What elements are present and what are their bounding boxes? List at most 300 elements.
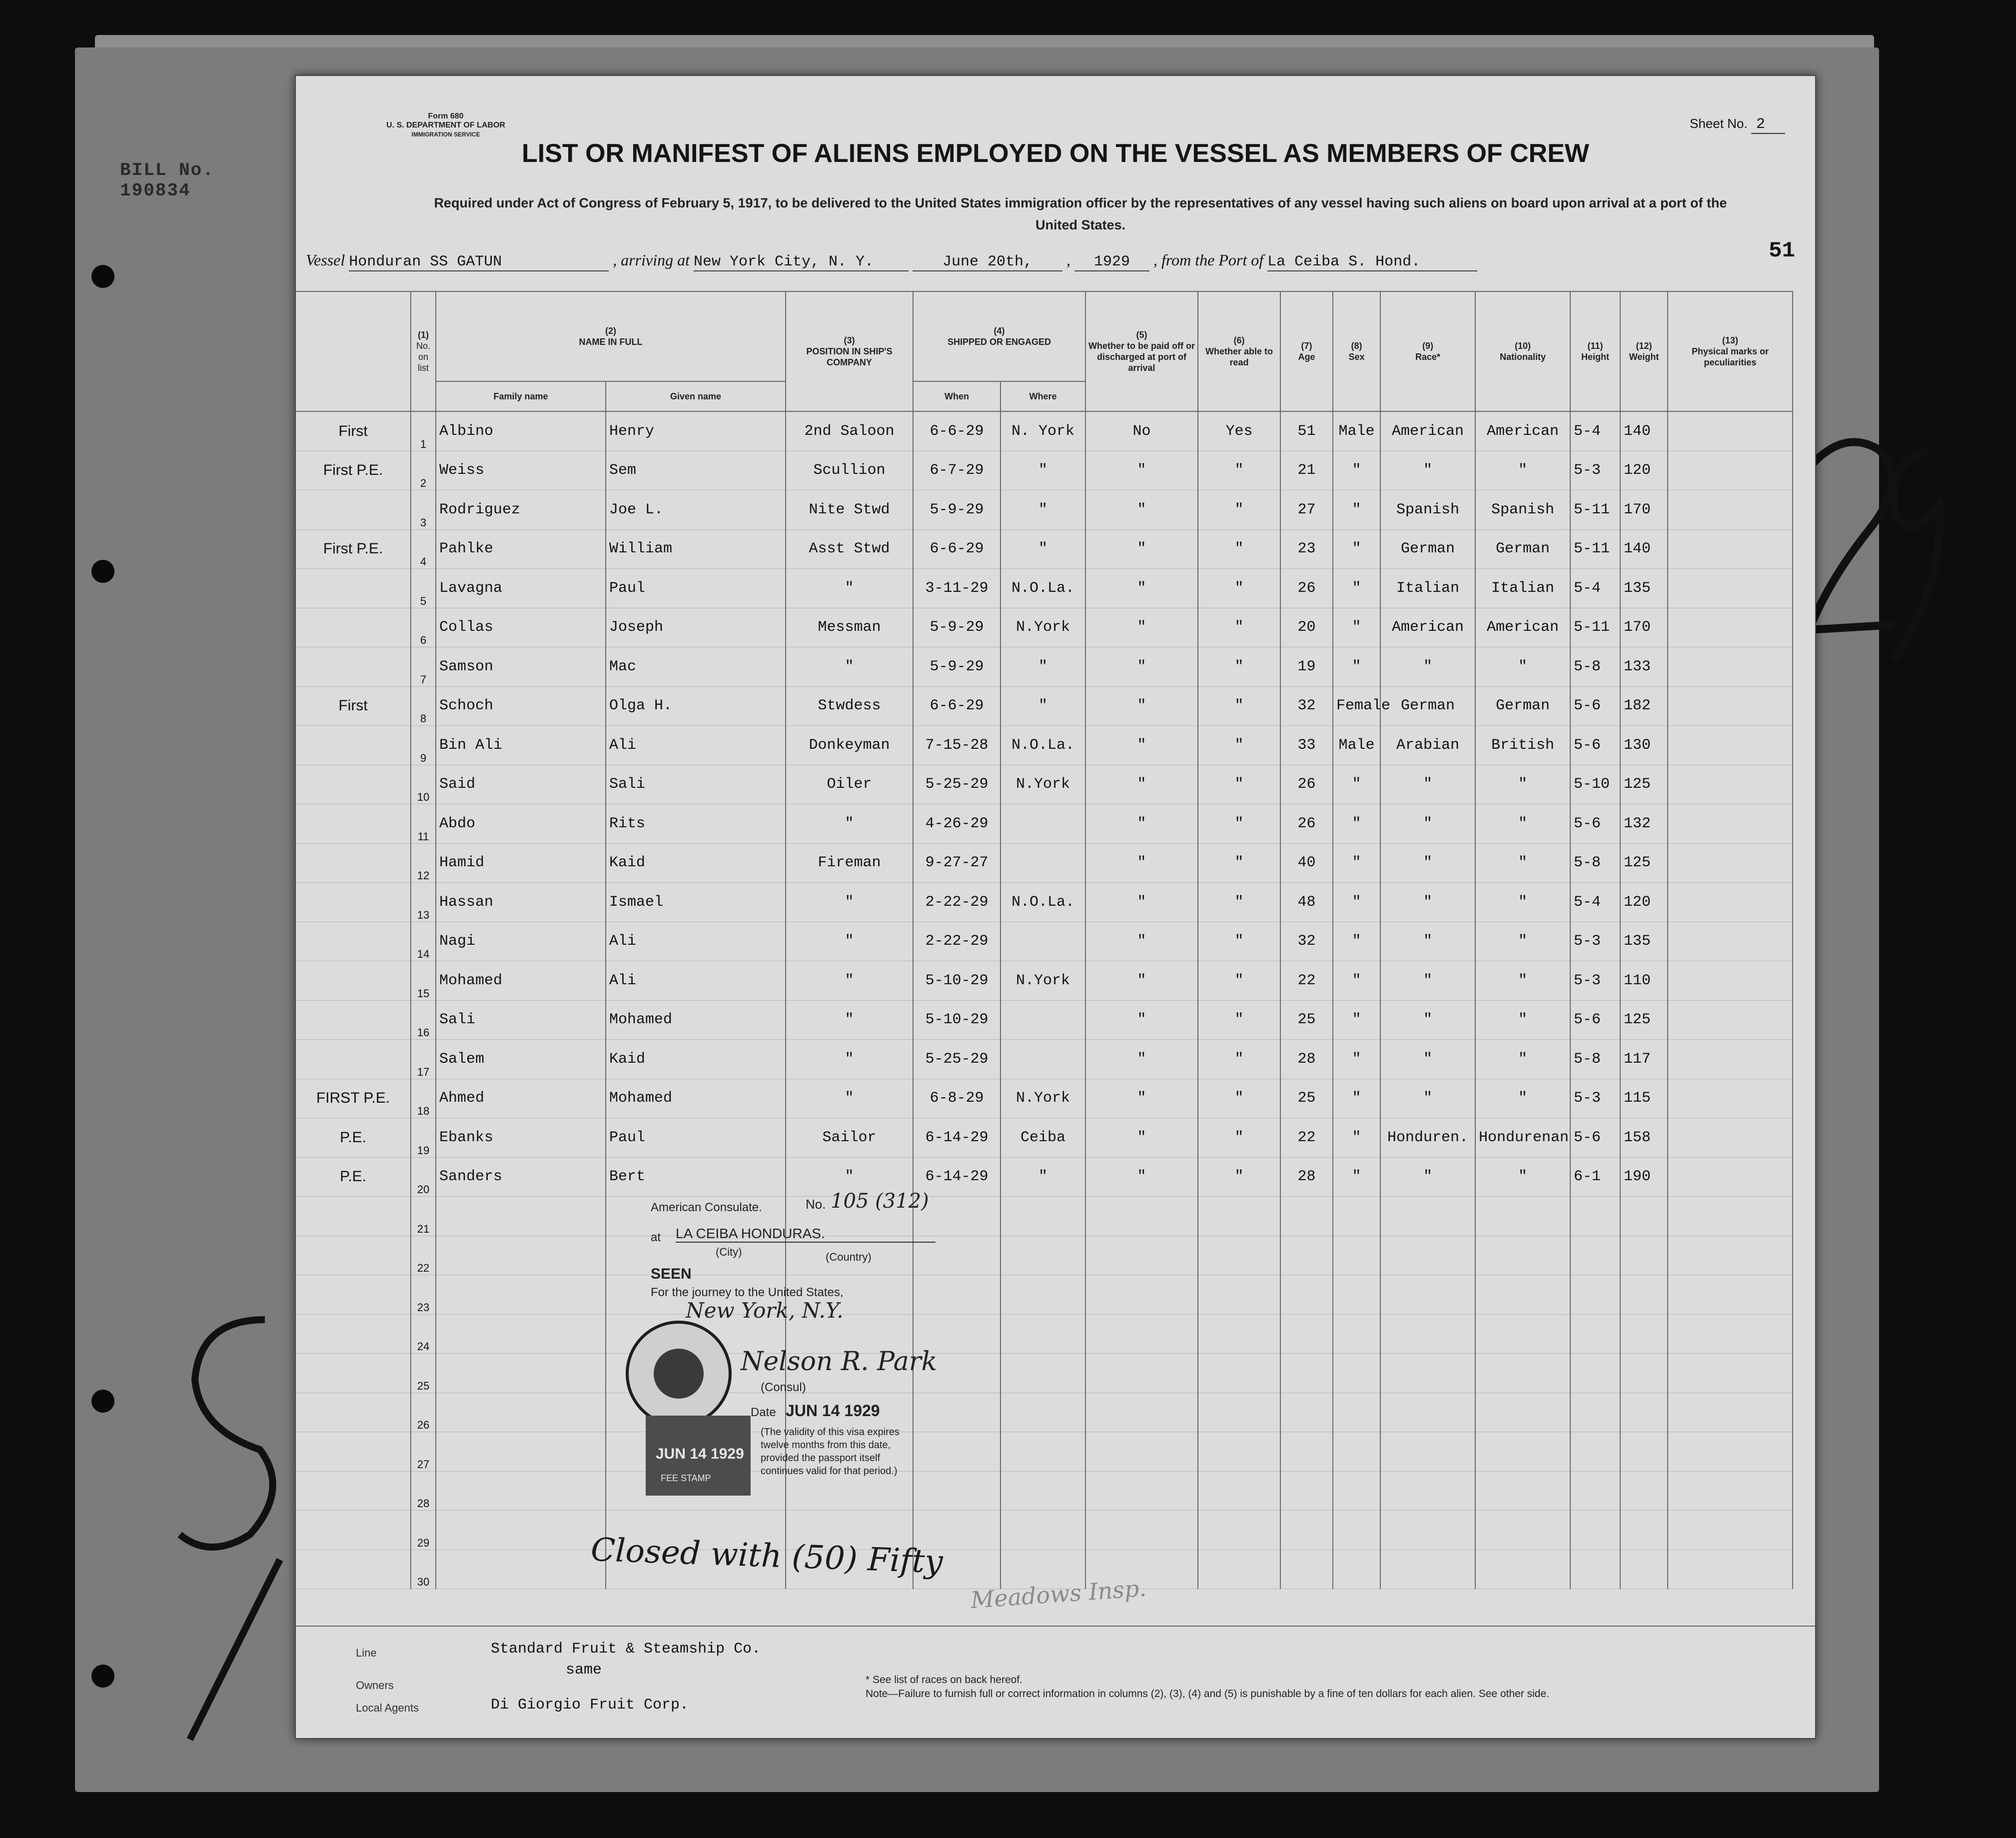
cell-no: 5 [411,569,436,608]
cell-race: Arabian [1380,726,1475,765]
cell-position: " [786,569,913,608]
cell-nat [1475,1354,1570,1393]
table-row [296,922,1793,961]
cell-weight: 140 [1620,529,1668,569]
cell-mark [296,1314,411,1354]
cell-sex: " [1333,1000,1380,1040]
cell-mark [296,1511,411,1550]
cell-mark [296,843,411,883]
cell-where: N.O.La. [1001,569,1085,608]
cell-age: 26 [1280,569,1333,608]
col3-label: POSITION IN SHIP'S COMPANY [806,346,893,367]
cell-when: 5-25-29 [913,1040,1001,1079]
cell-when: 2-22-29 [913,922,1001,961]
col3-number: (3) [844,335,855,345]
table-row [296,883,1793,922]
cell-paid: " [1085,569,1198,608]
cell-nat: Italian [1475,569,1570,608]
cell-given: Olga H. [606,686,786,726]
cell-sex: " [1333,490,1380,530]
cell-nat [1475,1314,1570,1354]
cell-mark [296,1275,411,1315]
table-row [296,529,1793,569]
cell-weight [1620,1550,1668,1589]
cell-position: " [786,922,913,961]
cell-read: " [1198,686,1280,726]
cell-age: 23 [1280,529,1333,569]
cell-family [436,1471,606,1511]
cell-no: 1 [411,411,436,451]
consulate-seal [626,1321,732,1427]
cell-nat: " [1475,451,1570,490]
cell-read: " [1198,1079,1280,1118]
cell-physical-marks [1668,765,1793,804]
cell-weight: 140 [1620,411,1668,451]
cell-weight [1620,1511,1668,1550]
arrival-year: 1929 [1074,253,1149,271]
cell-family [436,1511,606,1550]
cell-paid: " [1085,765,1198,804]
cell-mark [296,1236,411,1275]
cell-height [1570,1275,1620,1315]
col4-label: SHIPPED OR ENGAGED [948,337,1051,347]
cell-physical-marks [1668,1197,1793,1236]
visa-validity-note: (The validity of this visa expires twelve months from this date, provided the passport itself continues valid for that period.) [761,1427,900,1477]
cell-paid: " [1085,1157,1198,1197]
cell-where: " [1001,647,1085,687]
header-margin [296,291,411,411]
cell-no: 24 [411,1314,436,1354]
cell-sex: " [1333,922,1380,961]
cell-weight [1620,1393,1668,1432]
cell-family: Schoch [436,686,606,726]
cell-physical-marks [1668,961,1793,1001]
service-name: IMMIGRATION SERVICE [411,131,480,138]
cell-sex: Female [1333,686,1380,726]
cell-physical-marks [1668,843,1793,883]
cell-read: " [1198,922,1280,961]
col5-number: (5) [1136,330,1147,340]
cell-family: Said [436,765,606,804]
header-col3 [786,291,913,411]
cell-read: " [1198,569,1280,608]
col4-number: (4) [994,326,1005,336]
cell-race: Honduren. [1380,1118,1475,1158]
table-row [296,1000,1793,1040]
cell-nat: " [1475,922,1570,961]
cell-no: 21 [411,1197,436,1236]
binder-hole [91,265,114,288]
cell-physical-marks [1668,647,1793,687]
cell-race: American [1380,608,1475,647]
cell-weight [1620,1197,1668,1236]
cell-height: 5-4 [1570,883,1620,922]
cell-age: 21 [1280,451,1333,490]
cell-when: 6-6-29 [913,411,1001,451]
cell-weight: 125 [1620,1000,1668,1040]
under-stamp-number: 190834 [120,180,191,201]
cell-race [1380,1471,1475,1511]
table-row [296,1079,1793,1118]
cell-no: 6 [411,608,436,647]
cell-nat [1475,1550,1570,1589]
cell-weight: 120 [1620,451,1668,490]
col6-label: Whether able to read [1205,346,1273,367]
consulate-header: American Consulate. [651,1201,762,1214]
table-row [296,686,1793,726]
cell-where: " [1001,686,1085,726]
header-when: When [913,381,1001,411]
cell-sex [1333,1314,1380,1354]
cell-family: Sali [436,1000,606,1040]
cell-no: 3 [411,490,436,530]
underlying-sheet-stamp [120,160,295,240]
consul-label: (Consul) [761,1381,806,1394]
binder-hole [91,560,114,583]
cell-no: 9 [411,726,436,765]
cell-given: Henry [606,411,786,451]
form-header-block [371,112,521,139]
cell-mark: P.E. [296,1157,411,1197]
cell-weight: 135 [1620,922,1668,961]
cell-physical-marks [1668,686,1793,726]
cell-mark [296,804,411,844]
cell-height: 6-1 [1570,1157,1620,1197]
cell-height: 5-11 [1570,490,1620,530]
cell-height: 5-11 [1570,608,1620,647]
sheet-number-field [1690,116,1785,133]
cell-physical-marks [1668,529,1793,569]
cell-weight: 135 [1620,569,1668,608]
cell-mark: First P.E. [296,529,411,569]
cell-no: 13 [411,883,436,922]
cell-no: 27 [411,1432,436,1472]
consulate-at-label: at [651,1231,661,1244]
col10-number: (10) [1515,341,1531,351]
consular-visa-stamp [626,1190,1300,1581]
cell-nat [1475,1275,1570,1315]
cell-paid: " [1085,490,1198,530]
cell-physical-marks [1668,1118,1793,1158]
cell-read: " [1198,883,1280,922]
binder-hole [91,1665,114,1688]
cell-family: Albino [436,411,606,451]
line-value: Standard Fruit & Steamship Co. [491,1641,761,1658]
cell-age: 26 [1280,804,1333,844]
cell-paid: " [1085,1000,1198,1040]
cell-read: " [1198,490,1280,530]
cell-family: Salem [436,1040,606,1079]
cell-where: N.O.La. [1001,883,1085,922]
cell-sex: " [1333,1040,1380,1079]
cell-weight: 133 [1620,647,1668,687]
cell-no: 2 [411,451,436,490]
cell-no: 7 [411,647,436,687]
cell-no: 18 [411,1079,436,1118]
cell-paid: " [1085,529,1198,569]
cell-height: 5-6 [1570,686,1620,726]
cell-where: " [1001,451,1085,490]
cell-mark [296,1432,411,1472]
cell-position: Stwdess [786,686,913,726]
col7-number: (7) [1301,341,1312,351]
header-given-name: Given name [606,381,786,411]
cell-nat [1475,1236,1570,1275]
cell-height: 5-8 [1570,843,1620,883]
cell-given: Kaid [606,843,786,883]
cell-no: 29 [411,1511,436,1550]
cell-mark: FIRST P.E. [296,1079,411,1118]
cell-position: Scullion [786,451,913,490]
cell-family [436,1432,606,1472]
cell-age: 22 [1280,1118,1333,1158]
cell-weight: 170 [1620,490,1668,530]
col9-number: (9) [1422,341,1434,351]
cell-sex: " [1333,883,1380,922]
table-row [296,804,1793,844]
cell-height: 5-11 [1570,529,1620,569]
closed-note-text: Closed with (50) Fifty [590,1531,944,1581]
cell-no: 4 [411,529,436,569]
cell-physical-marks [1668,451,1793,490]
cell-read: " [1198,1000,1280,1040]
cell-sex: " [1333,1079,1380,1118]
cell-when: 7-15-28 [913,726,1001,765]
cell-when: 5-10-29 [913,961,1001,1001]
cell-sex [1333,1354,1380,1393]
cell-no: 11 [411,804,436,844]
cell-nat: " [1475,1040,1570,1079]
city-label: (City) [716,1246,742,1258]
cell-no: 28 [411,1471,436,1511]
cell-physical-marks [1668,726,1793,765]
cell-race: " [1380,647,1475,687]
header-col13 [1668,291,1793,411]
footnote-penalty: Note—Failure to furnish full or correct information in columns (2), (3), (4) and (5) is punishable by a fine of ten dollars for each alien. See other side. [866,1688,1549,1700]
col6-number: (6) [1233,335,1245,345]
cell-no: 15 [411,961,436,1001]
header-where: Where [1001,381,1085,411]
cell-family: Lavagna [436,569,606,608]
cell-age: 28 [1280,1040,1333,1079]
cell-mark: First [296,686,411,726]
cell-where [1001,843,1085,883]
under-stamp-label: BILL No. [120,160,214,180]
eagle-emblem-icon [654,1349,704,1399]
cell-race: " [1380,1157,1475,1197]
table-row [296,1040,1793,1079]
cell-height: 5-10 [1570,765,1620,804]
cell-sex [1333,1511,1380,1550]
header-col10 [1475,291,1570,411]
cell-read: " [1198,726,1280,765]
cell-race [1380,1354,1475,1393]
page-number: 51 [1769,238,1795,263]
col1-label: No. on list [416,341,430,373]
cell-nat: " [1475,647,1570,687]
cell-height: 5-8 [1570,1040,1620,1079]
cell-where: N.York [1001,1079,1085,1118]
cell-family: Nagi [436,922,606,961]
cell-sex [1333,1236,1380,1275]
cell-sex: " [1333,843,1380,883]
cell-when: 6-8-29 [913,1079,1001,1118]
cell-nat: " [1475,843,1570,883]
cell-paid: " [1085,451,1198,490]
cell-race: " [1380,1000,1475,1040]
cell-sex: " [1333,1118,1380,1158]
cell-where: " [1001,490,1085,530]
cell-weight [1620,1275,1668,1315]
cell-mark: P.E. [296,1118,411,1158]
cell-height [1570,1236,1620,1275]
manifest-sheet [295,75,1816,1739]
cell-nat: " [1475,1000,1570,1040]
cell-no: 14 [411,922,436,961]
cell-race: American [1380,411,1475,451]
cell-read: Yes [1198,411,1280,451]
cell-no: 30 [411,1550,436,1589]
cell-sex: " [1333,647,1380,687]
cell-no: 19 [411,1118,436,1158]
cell-mark [296,1354,411,1393]
cell-height: 5-3 [1570,961,1620,1001]
cell-race: German [1380,529,1475,569]
cell-weight: 170 [1620,608,1668,647]
cell-where [1001,922,1085,961]
cell-height: 5-8 [1570,647,1620,687]
cell-given: Mohamed [606,1000,786,1040]
cell-mark [296,1000,411,1040]
cell-weight: 120 [1620,883,1668,922]
cell-when: 6-14-29 [913,1157,1001,1197]
cell-weight [1620,1314,1668,1354]
cell-weight: 125 [1620,765,1668,804]
cell-given: Sem [606,451,786,490]
cell-sex: " [1333,529,1380,569]
cell-nat: Hondurenan [1475,1118,1570,1158]
cell-where: " [1001,1157,1085,1197]
cell-given: Joe L. [606,490,786,530]
cell-position: " [786,961,913,1001]
cell-paid: " [1085,1079,1198,1118]
closed-note [590,1531,971,1613]
cell-sex: " [1333,1157,1380,1197]
cell-family: Mohamed [436,961,606,1001]
cell-paid: " [1085,961,1198,1001]
cell-read: " [1198,804,1280,844]
cell-age: 25 [1280,1079,1333,1118]
header-col11 [1570,291,1620,411]
cell-family [436,1354,606,1393]
cell-family: Abdo [436,804,606,844]
cell-age: 19 [1280,647,1333,687]
vessel-line: Vessel Honduran SS GATUN , arriving at New York City, N. Y. June 20th, , 1929 , from the Port of La Ceiba S. Hond. [306,251,1755,271]
cell-race: " [1380,1079,1475,1118]
cell-age: 48 [1280,883,1333,922]
cell-mark: First P.E. [296,451,411,490]
cell-no: 12 [411,843,436,883]
cell-race: " [1380,961,1475,1001]
cell-age: 27 [1280,490,1333,530]
cell-where [1001,1040,1085,1079]
cell-nat [1475,1197,1570,1236]
cell-where [1001,1000,1085,1040]
cell-position: Oiler [786,765,913,804]
arriving-label: , arriving at [613,251,690,269]
cell-position: Fireman [786,843,913,883]
table-row [296,490,1793,530]
col13-label: Physical marks or peculiarities [1691,346,1769,367]
cell-height [1570,1314,1620,1354]
cell-where: N.O.La. [1001,726,1085,765]
cell-weight: 130 [1620,726,1668,765]
col13-number: (13) [1722,335,1739,345]
cell-sex: " [1333,569,1380,608]
owners-value: same [566,1662,602,1679]
arrival-date: June 20th, [913,253,1062,271]
cell-weight: 125 [1620,843,1668,883]
cell-age: 51 [1280,411,1333,451]
table-row [296,843,1793,883]
col10-label: Nationality [1500,352,1546,362]
cell-position: " [786,647,913,687]
agents-label: Local Agents [356,1702,419,1714]
cell-given: Kaid [606,1040,786,1079]
cell-height [1570,1197,1620,1236]
owners-label: Owners [356,1679,394,1692]
visa-date-label: Date [751,1406,776,1419]
cell-nat: German [1475,529,1570,569]
cell-family: Bin Ali [436,726,606,765]
cell-when: 5-9-29 [913,647,1001,687]
cell-height: 5-3 [1570,451,1620,490]
line-label: Line [356,1647,377,1659]
seen-stamp: SEEN [651,1266,692,1282]
cell-age: 32 [1280,922,1333,961]
cell-weight: 182 [1620,686,1668,726]
cell-physical-marks [1668,1314,1793,1354]
cell-when: 5-10-29 [913,1000,1001,1040]
cell-race [1380,1550,1475,1589]
cell-age: 32 [1280,686,1333,726]
cell-paid: " [1085,686,1198,726]
table-row [296,1118,1793,1158]
header-col5 [1085,291,1198,411]
cell-where: N.York [1001,961,1085,1001]
header-col9 [1380,291,1475,411]
journey-destination: New York, N.Y. [686,1298,844,1323]
cell-mark [296,1040,411,1079]
cell-paid: " [1085,1118,1198,1158]
cell-age: 25 [1280,1000,1333,1040]
cell-when: 6-14-29 [913,1118,1001,1158]
cell-age: 22 [1280,961,1333,1001]
table-row [296,765,1793,804]
cell-family: Hamid [436,843,606,883]
cell-nat [1475,1393,1570,1432]
cell-where: " [1001,529,1085,569]
cell-when: 5-9-29 [913,490,1001,530]
cell-physical-marks [1668,1354,1793,1393]
cell-weight [1620,1236,1668,1275]
cell-height: 5-4 [1570,411,1620,451]
cell-weight: 158 [1620,1118,1668,1158]
vessel-label: Vessel [306,251,345,269]
cell-physical-marks [1668,608,1793,647]
cell-nat: Spanish [1475,490,1570,530]
cell-physical-marks [1668,883,1793,922]
